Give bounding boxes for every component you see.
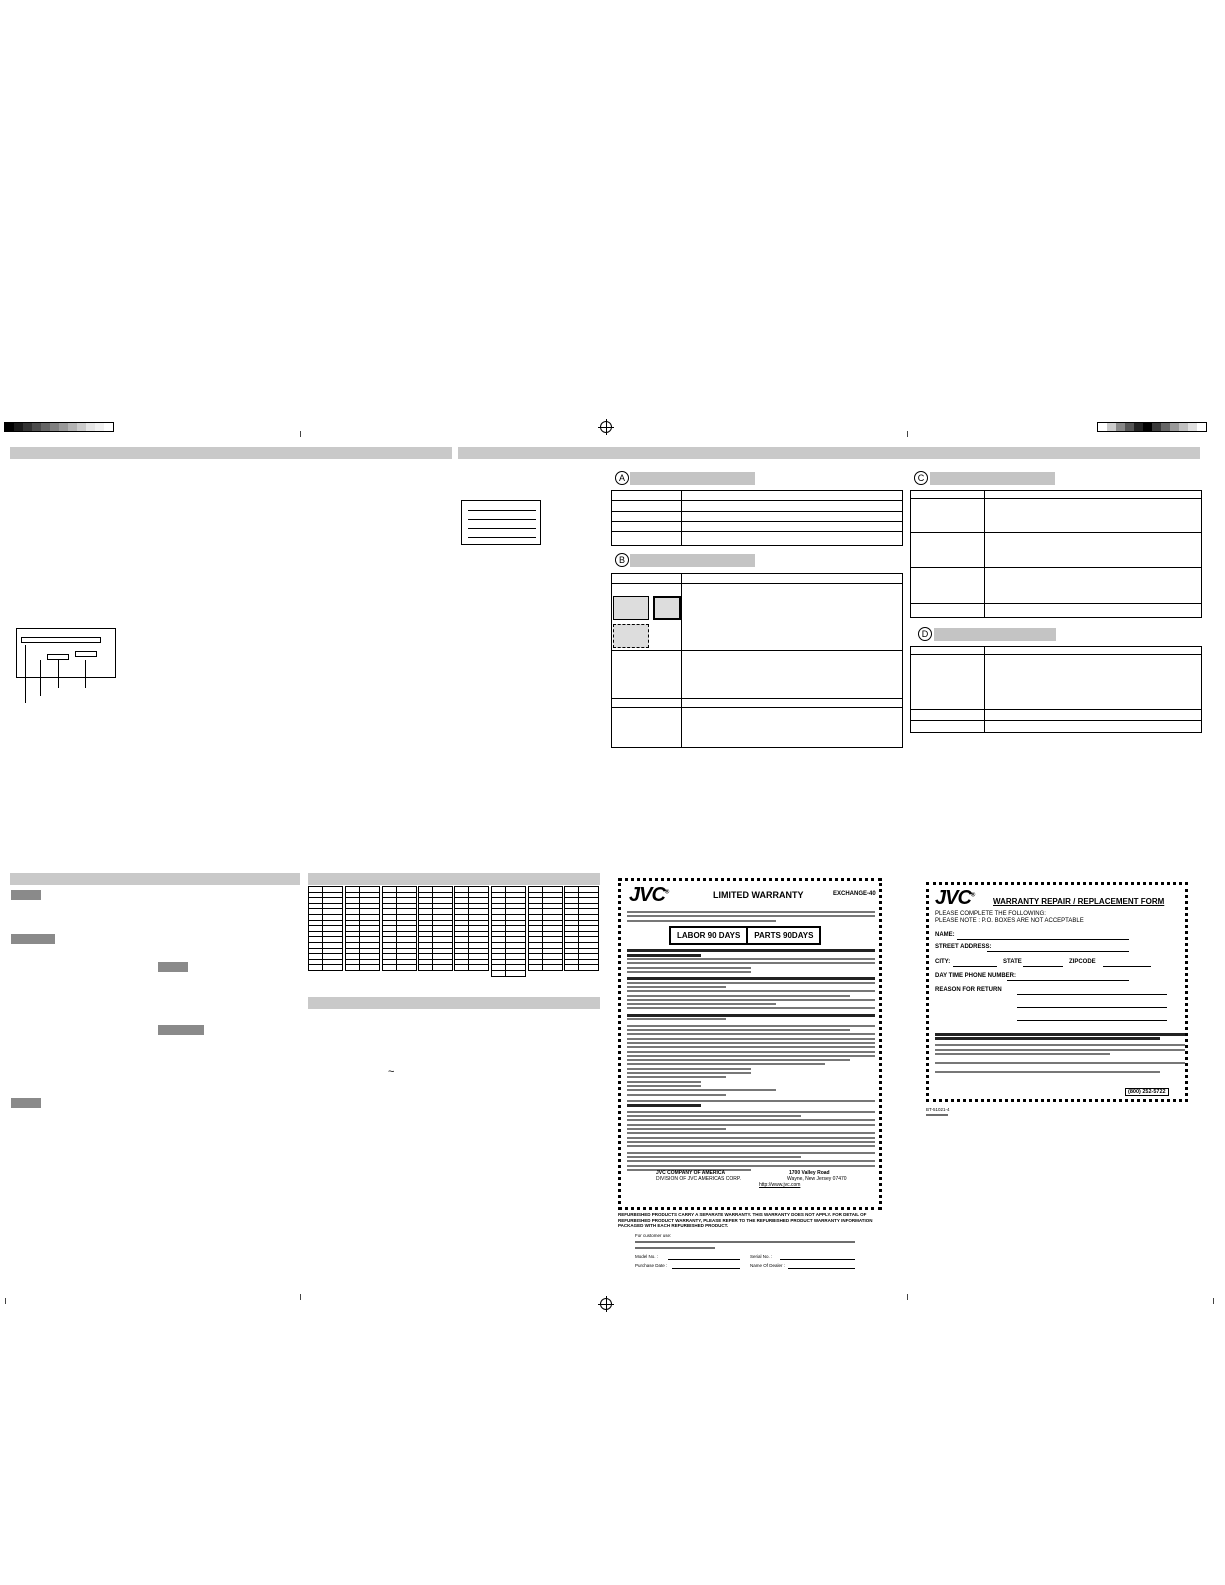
form-part-number: BT-51021-4 xyxy=(926,1107,950,1112)
name-field[interactable] xyxy=(957,939,1129,940)
section-icon: A xyxy=(615,471,629,485)
zipcode-field[interactable] xyxy=(1103,966,1151,967)
reason-field[interactable] xyxy=(1017,994,1167,995)
code-column-table xyxy=(382,886,417,971)
customer-use-heading: For customer use: xyxy=(635,1233,672,1238)
text-line xyxy=(627,971,751,973)
warranty-code: EXCHANGE-40 xyxy=(833,891,876,897)
spec-table-3 xyxy=(910,490,1202,618)
refurb-note: REFURBISHED PRODUCTS CARRY A SEPARATE WARRANTY. THIS WARRANTY DOES NOT APPLY. FOR DETAIL OF REFURBISHED PRODUCT WARRANTY, PLEASE REFER TO THE REFURBISHED PRODUCT WARRANTY INFORMATION PACKAGED WITH EACH REFURBISHED PRODUCT. xyxy=(618,1212,873,1228)
callout-diagram xyxy=(16,628,116,678)
color-swatch xyxy=(68,423,77,431)
color-swatch xyxy=(1134,423,1143,431)
name-label: NAME: xyxy=(935,932,955,938)
text-line xyxy=(627,1055,875,1057)
color-swatch xyxy=(1116,423,1125,431)
text-line xyxy=(627,1003,776,1005)
text-line xyxy=(627,1104,701,1107)
text-line xyxy=(627,954,701,957)
text-line xyxy=(627,1089,776,1091)
text-line xyxy=(627,1018,726,1020)
text-line xyxy=(627,1132,875,1134)
code-column-table xyxy=(308,886,343,971)
color-swatch xyxy=(50,423,59,431)
street-label: STREET ADDRESS: xyxy=(935,944,992,950)
text-line xyxy=(627,967,751,969)
color-swatch xyxy=(5,423,14,431)
thumbnail-image xyxy=(653,596,681,620)
text-line xyxy=(935,1071,1160,1073)
text-line xyxy=(627,999,875,1001)
warranty-website: http://www.jvc.com xyxy=(759,1182,801,1188)
warranty-address-1: 1700 Valley Road xyxy=(789,1170,830,1176)
phone-field[interactable] xyxy=(1007,980,1129,981)
form-title: WARRANTY REPAIR / REPLACEMENT FORM xyxy=(993,897,1165,906)
form-intro-2: PLEASE NOTE : P.O. BOXES ARE NOT ACCEPTABLE xyxy=(935,918,1084,924)
warranty-division: DIVISION OF JVC AMERICAS CORP. xyxy=(656,1176,741,1182)
color-swatch xyxy=(14,423,23,431)
text-line xyxy=(627,1111,875,1113)
text-line xyxy=(627,958,875,960)
text-line xyxy=(627,1014,875,1017)
text-line xyxy=(627,1042,875,1044)
spec-table-4 xyxy=(910,646,1202,733)
text-line xyxy=(627,1059,850,1061)
section-header xyxy=(630,472,755,485)
text-line xyxy=(627,1160,875,1162)
text-line xyxy=(627,1152,875,1154)
model-number-label: Model No. : xyxy=(635,1254,659,1259)
state-field[interactable] xyxy=(1023,966,1063,967)
crop-mark xyxy=(5,1298,6,1304)
state-label: STATE xyxy=(1003,959,1022,965)
text-line xyxy=(627,915,875,917)
jvc-logo: JVC® xyxy=(935,887,975,909)
reason-field[interactable] xyxy=(1017,1020,1167,1021)
color-swatch xyxy=(1107,423,1116,431)
warranty-repair-form xyxy=(926,882,1188,1102)
section-header xyxy=(630,554,755,567)
labor-period: LABOR 90 DAYS xyxy=(677,931,741,940)
text-line xyxy=(627,1137,875,1139)
page-header-bar-right xyxy=(458,447,1200,459)
color-swatch xyxy=(59,423,68,431)
text-line xyxy=(935,1049,1185,1051)
text-line xyxy=(627,1124,875,1126)
warranty-company: JVC COMPANY OF AMERICA xyxy=(656,1170,726,1176)
text-line xyxy=(935,1053,1110,1055)
color-strip-left xyxy=(4,422,114,432)
text-line xyxy=(627,1068,751,1070)
color-strip-right xyxy=(1097,422,1207,432)
dealer-name-label: Name Of Dealer : xyxy=(750,1263,786,1268)
phone-box: (800) 252-5722 xyxy=(1125,1088,1169,1096)
warranty-title: LIMITED WARRANTY xyxy=(713,890,804,900)
text-line xyxy=(627,1100,875,1102)
text-line xyxy=(627,990,875,992)
limited-warranty-card xyxy=(618,878,882,1210)
label-tag xyxy=(158,1025,204,1035)
city-field[interactable] xyxy=(953,966,997,967)
labor-parts-box xyxy=(669,926,821,945)
text-line xyxy=(627,995,850,997)
text-line xyxy=(627,920,776,922)
text-line xyxy=(627,1072,751,1074)
text-line xyxy=(627,986,726,988)
text-line xyxy=(627,1119,875,1121)
color-swatch xyxy=(1188,423,1197,431)
section-header xyxy=(930,472,1055,485)
color-swatch xyxy=(1197,423,1206,431)
text-line xyxy=(935,1033,1185,1036)
color-swatch xyxy=(41,423,50,431)
text-line xyxy=(627,1076,726,1078)
text-line xyxy=(627,1156,801,1158)
label-tag xyxy=(11,1098,41,1108)
text-line xyxy=(627,1046,875,1048)
street-field[interactable] xyxy=(987,951,1129,952)
page-header-bar-left xyxy=(10,447,452,459)
label-tag xyxy=(11,934,55,944)
registration-mark-bottom xyxy=(600,1298,612,1310)
code-column-table xyxy=(454,886,489,971)
jvc-logo: JVC® xyxy=(629,884,669,906)
section-header-bar xyxy=(308,997,600,1009)
text-line xyxy=(627,1094,726,1096)
text-line xyxy=(935,1062,1185,1064)
label-tag xyxy=(11,890,41,900)
text-line xyxy=(627,949,875,952)
section-header xyxy=(934,628,1056,641)
reason-label: REASON FOR RETURN xyxy=(935,987,1002,993)
color-swatch xyxy=(77,423,86,431)
section-icon: C xyxy=(914,471,928,485)
text-line xyxy=(627,1051,875,1053)
color-swatch xyxy=(1170,423,1179,431)
section-header-bar xyxy=(308,873,600,885)
color-swatch xyxy=(1098,423,1107,431)
color-swatch xyxy=(104,423,113,431)
code-column-table xyxy=(528,886,563,971)
color-swatch xyxy=(23,423,32,431)
color-swatch xyxy=(1179,423,1188,431)
crop-mark xyxy=(300,1294,301,1300)
text-line xyxy=(627,1128,726,1130)
tilde-symbol: ~ xyxy=(388,1066,395,1078)
code-column-table xyxy=(345,886,380,971)
text-line xyxy=(627,1063,825,1065)
color-swatch xyxy=(32,423,41,431)
code-column-table xyxy=(564,886,599,971)
text-line xyxy=(627,911,875,913)
text-line xyxy=(627,1085,701,1087)
text-line xyxy=(627,1033,875,1035)
serial-number-label: Serial No. : xyxy=(750,1254,773,1259)
zipcode-label: ZIPCODE xyxy=(1069,959,1096,965)
spec-table-1 xyxy=(611,490,903,546)
reason-field[interactable] xyxy=(1017,1007,1167,1008)
section-icon: D xyxy=(918,627,932,641)
purchase-date-label: Purchase Date : xyxy=(635,1263,668,1268)
phone-label: DAY TIME PHONE NUMBER: xyxy=(935,973,1017,979)
code-column-table xyxy=(418,886,453,971)
text-line xyxy=(627,1025,875,1027)
text-line xyxy=(627,1038,875,1040)
crop-mark xyxy=(300,431,301,437)
text-line xyxy=(627,1081,701,1083)
color-swatch xyxy=(1143,423,1152,431)
color-swatch xyxy=(1125,423,1134,431)
text-line xyxy=(627,962,875,964)
registration-mark-top xyxy=(600,421,612,433)
crop-mark xyxy=(907,431,908,437)
crop-mark xyxy=(1213,1298,1214,1304)
text-line xyxy=(627,982,875,984)
form-intro-1: PLEASE COMPLETE THE FOLLOWING: xyxy=(935,911,1046,917)
label-tag xyxy=(158,962,188,972)
text-line xyxy=(627,1007,875,1009)
text-line xyxy=(935,1037,1160,1040)
text-line xyxy=(935,1044,1185,1046)
text-line xyxy=(627,1141,875,1143)
parts-period: PARTS 90DAYS xyxy=(746,928,819,943)
text-line xyxy=(627,1029,850,1031)
thumbnail-image xyxy=(613,596,649,620)
city-label: CITY: xyxy=(935,959,951,965)
text-line xyxy=(627,1145,875,1147)
thumbnail-image xyxy=(613,624,649,648)
warranty-address-2: Wayne, New Jersey 07470 xyxy=(787,1176,847,1182)
text-line xyxy=(627,977,875,980)
color-swatch xyxy=(86,423,95,431)
text-line xyxy=(627,1165,875,1167)
section-header-bar xyxy=(10,873,300,885)
crop-mark xyxy=(907,1294,908,1300)
color-swatch xyxy=(1161,423,1170,431)
section-icon: B xyxy=(615,553,629,567)
menu-diagram xyxy=(461,500,541,545)
color-swatch xyxy=(95,423,104,431)
code-column-table xyxy=(491,886,526,977)
text-line xyxy=(627,1115,801,1117)
color-swatch xyxy=(1152,423,1161,431)
